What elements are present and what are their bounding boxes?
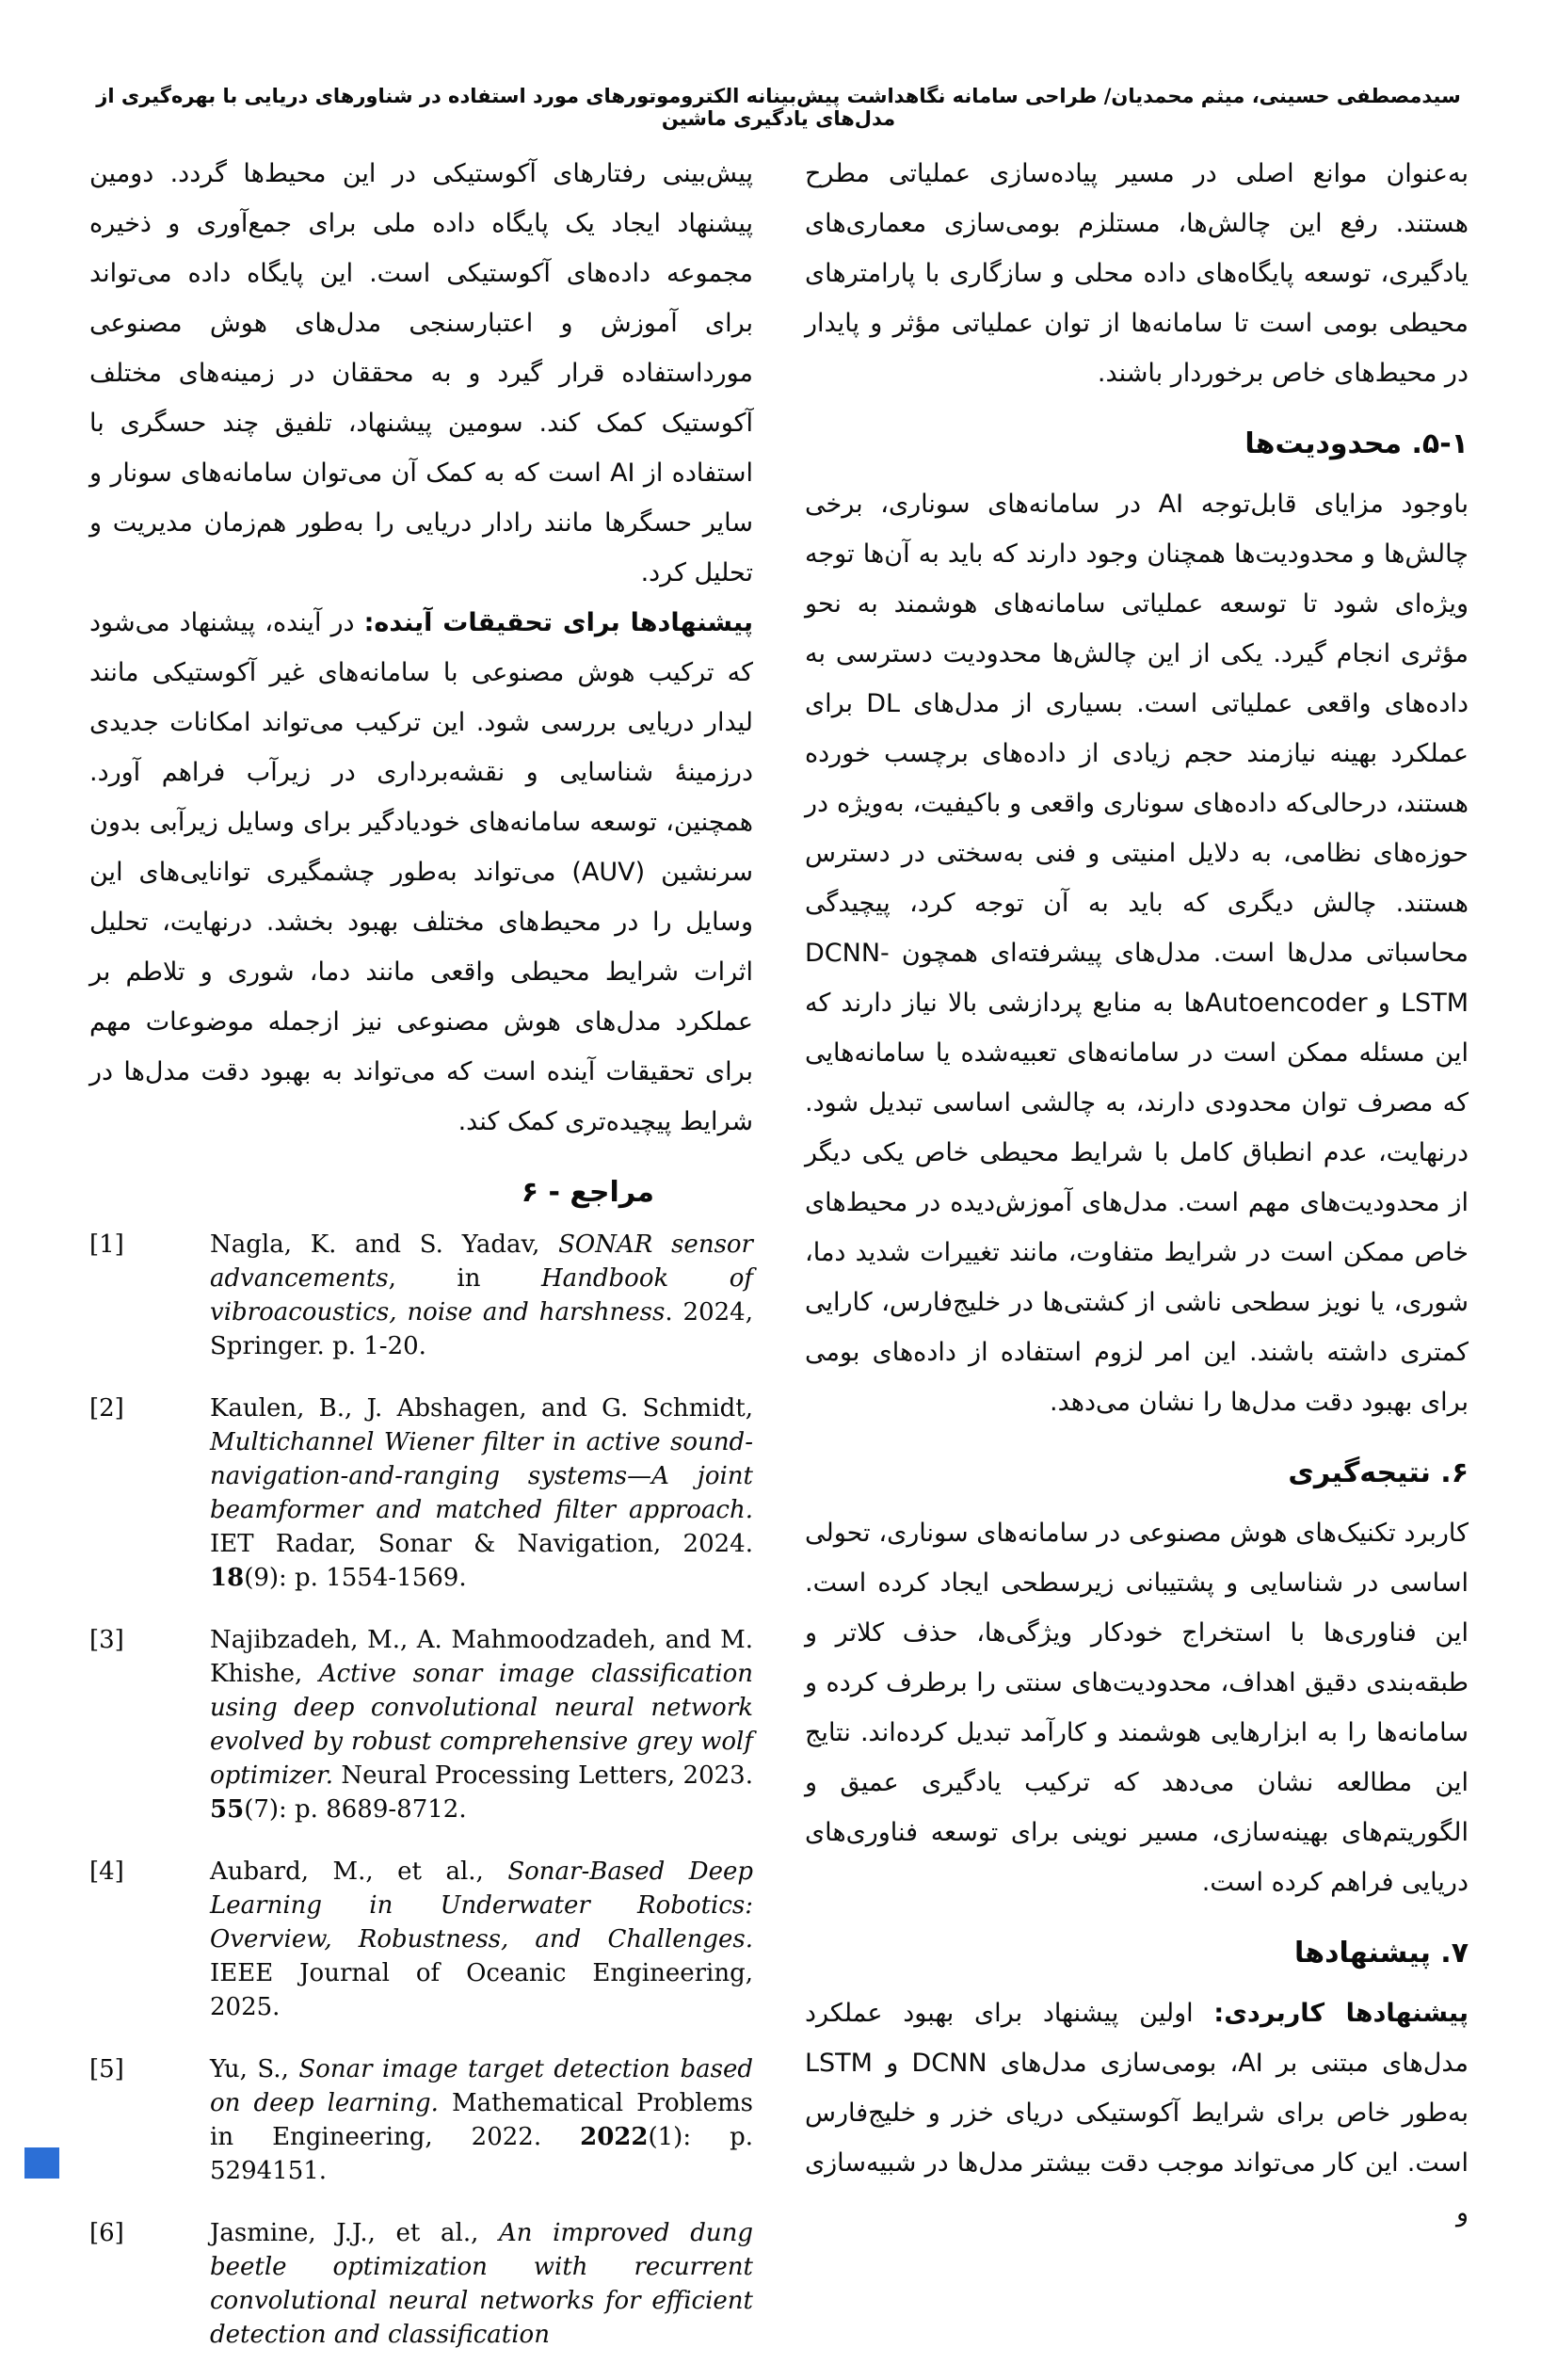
section-heading-suggestions: ۷. پیشنهادها (1294, 1937, 1469, 1970)
future-research-text: در آینده، پیشنهاد می‌شود که ترکیب هوش مصنوعی با سامانه‌های غیر آکوستیکی مانند لیدار دریایی بررسی شود. این ترکیب می‌تواند امکانات جدیدی درزمینهٔ شناسایی و نقشه‌برداری در زیرآب فراهم آورد. همچنین، توسعه سامانه‌های خودیادگیر برای وسایل زیرآبی بدون سرنشین (AUV) می‌تواند به‌طور چشمگیری توانایی‌های این وسایل را در محیط‌های مختلف بهبود بخشد. درنهایت، تحلیل اثرات شرایط محیطی واقعی مانند دما، شوری و تلاطم بر عملکرد مدل‌های هوش مصنوعی نیز ازجمله موضوعات مهم برای تحقیقات آینده است که می‌تواند به بهبود دقت مدل‌ها در شرایط پیچیده‌تری کمک کند. (89, 608, 753, 1136)
column-left (89, 149, 753, 2380)
references-list (89, 1228, 753, 2352)
reference-text: Nagla, K. and S. Yadav, SONAR sensor advancements, in Handbook of vibroacoustics, noise and harshness. 2024, Springer. p. 1-20. (210, 1230, 754, 1360)
future-research-lead: پیشنهادها برای تحقیقات آینده: (363, 608, 753, 637)
paragraph-limitations: باوجود مزایای قابل‌توجه AI در سامانه‌های سوناری، برخی چالش‌ها و محدودیت‌ها همچنان وجود دارند که باید به آن‌ها توجه ویژه‌ای شود تا توسعه عملیاتی سامانه‌های هوشمند به نحو مؤثری انجام گیرد. یکی از این چالش‌ها محدودیت دسترسی به داده‌های واقعی عملیاتی است. بسیاری از مدل‌های DL برای عملکرد بهینه نیازمند حجم زیادی از داده‌های برچسب خورده هستند، درحالی‌که داده‌های سوناری واقعی و باکیفیت، به‌ویژه در حوزه‌های نظامی، به دلایل امنیتی و فنی به‌سختی در دسترس هستند. چالش دیگری که باید به آن توجه کرد، پیچیدگی محاسباتی مدل‌ها است. مدل‌های پیشرفته‌ای همچون DCNN-LSTM و Autoencoderها به منابع پردازشی بالا نیاز دارند که این مسئله ممکن است در سامانه‌های تعبیه‌شده یا سامانه‌هایی که مصرف توان محدودی دارند، به چالشی اساسی تبدیل شود. درنهایت، عدم انطباق کامل با شرایط محیطی خاص یکی دیگر از محدودیت‌های مهم است. مدل‌های آموزش‌دیده در محیط‌های خاص ممکن است در شرایط متفاوت، مانند تغییرات شدید دما، شوری، یا نویز سطحی ناشی از کشتی‌ها در خلیج‌فارس، کارایی کمتری داشته باشند. این امر لزوم استفاده از داده‌های بومی برای بهبود دقت مدل‌ها را نشان می‌دهد. (805, 490, 1469, 1417)
reference-text: Jasmine, J.J., et al., An improved dung beetle optimization with recurrent convolutional neural networks for efficient detection and classification (210, 2219, 753, 2349)
references-heading: ۶ - مراجع (521, 1176, 654, 1209)
reference-number: [5] (89, 2055, 124, 2083)
reference-number: [4] (89, 1857, 124, 1886)
page-corner-marker (24, 2147, 59, 2179)
applied-suggestions-text: اولین پیشنهاد برای بهبود عملکرد مدل‌های مبتنی بر AI، بومی‌سازی مدل‌های DCNN و LSTM به‌طور خاص برای شرایط آکوستیکی دریای خزر و خلیج‌فارس است. این کار می‌تواند موجب دقت بیشتر مدل‌ها در شبیه‌سازی و (805, 1999, 1469, 2227)
paragraph-future-research (89, 598, 753, 1147)
section-heading-limitations: ۵-۱. محدودیت‌ها (1244, 427, 1469, 460)
reference-text: Najibzadeh, M., A. Mahmoodzadeh, and M. Khishe, Active sonar image classification using deep convolutional neural network evolved by robust comprehensive grey wolf optimizer. Neural Processing Letters, 2023. 55(7): p. 8689-8712. (210, 1626, 753, 1824)
reference-text: Yu, S., Sonar image target detection based on deep learning. Mathematical Problems in Engineering, 2022. 2022(1): p. 5294151. (210, 2055, 754, 2185)
reference-item (89, 2216, 753, 2352)
reference-number: [3] (89, 1626, 124, 1654)
reference-text: Kaulen, B., J. Abshagen, and G. Schmidt, Multichannel Wiener filter in active sound-navigation-and-ranging systems—A joint beamformer and matched filter approach. IET Radar, Sonar & Navigation, 2024. 18(9): p. 1554-1569. (210, 1394, 753, 1592)
applied-suggestions-lead: پیشنهادها کاربردی: (1213, 1999, 1469, 2028)
paragraph-suggestions-continued: پیش‌بینی رفتارهای آکوستیکی در این محیط‌ها گردد. دومین پیشنهاد ایجاد یک پایگاه داده ملی برای جمع‌آوری و ذخیره مجموعه داده‌های آکوستیکی است. این پایگاه داده می‌تواند برای آموزش و اعتبارسنجی مدل‌های هوش مصنوعی مورداستفاده قرار گیرد و به محققان در زمینه‌های مختلف آکوستیک کمک کند. سومین پیشنهاد، تلفیق چند حسگری با استفاده از AI است که به کمک آن می‌توان سامانه‌های سونار و سایر حسگرها مانند رادار دریایی را به‌طور هم‌زمان مدیریت و تحلیل کرد. (89, 159, 754, 587)
paragraph-conclusion: کاربرد تکنیک‌های هوش مصنوعی در سامانه‌های سوناری، تحولی اساسی در شناسایی و پشتیبانی زیرسطحی ایجاد کرده است. این فناوری‌ها با استخراج خودکار ویژگی‌ها، حذف کلاتر و طبقه‌بندی دقیق اهداف، محدودیت‌های سنتی را برطرف کرده و سامانه‌ها را به ابزارهایی هوشمند و کارآمد تبدیل کرده‌اند. نتایج این مطالعه نشان می‌دهد که ترکیب یادگیری عمیق و الگوریتم‌های بهینه‌سازی، مسیر نوینی برای توسعه فناوری‌های دریایی فراهم کرده است. (805, 1519, 1469, 1897)
section-heading-conclusion: ۶. نتیجه‌گیری (1288, 1456, 1469, 1489)
reference-item (89, 1391, 753, 1595)
running-header: سیدمصطفی حسینی، میثم محمدیان/ طراحی سامانه نگاهداشت پیش‌بینانه الکتروموتورهای مورد استفاده در شناورهای دریایی با بهره‌گیری از مدل‌های یادگیری ماشین (96, 85, 1461, 130)
column-right (805, 149, 1469, 2238)
reference-number: [6] (89, 2219, 124, 2247)
reference-item (89, 1623, 753, 1826)
reference-number: [1] (89, 1230, 124, 1259)
reference-number: [2] (89, 1394, 124, 1423)
paragraph-applied-suggestions (805, 1988, 1469, 2238)
reference-item (89, 2052, 753, 2188)
reference-item (89, 1855, 753, 2024)
reference-text: Aubard, M., et al., Sonar-Based Deep Learning in Underwater Robotics: Overview, Robustness, and Challenges. IEEE Journal of Oceanic Engineering, 2025. (210, 1857, 753, 2021)
reference-item (89, 1228, 753, 1363)
paragraph-deployment-obstacles: به‌عنوان موانع اصلی در مسیر پیاده‌سازی عملیاتی مطرح هستند. رفع این چالش‌ها، مستلزم بومی‌سازی معماری‌های یادگیری، توسعه پایگاه‌های داده محلی و سازگاری با پارامترهای محیطی بومی است تا سامانه‌ها از توان عملیاتی مؤثر و پایدار در محیط‌های خاص برخوردار باشند. (805, 159, 1469, 388)
